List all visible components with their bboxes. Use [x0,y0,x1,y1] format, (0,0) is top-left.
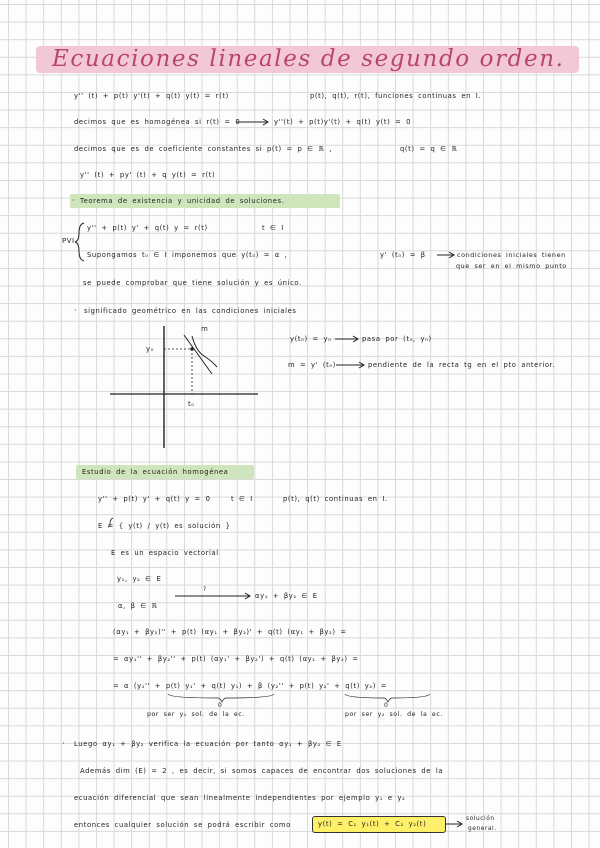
alpha-beta-real: α, β ∈ ℝ [118,602,158,610]
tangent-line [184,335,212,374]
conclusion-line: Luego αy₁ + βy₂ verifica la ecuación por tanto αy₁ + βy₂ ∈ E [74,740,342,748]
expansion-line-3: = α (y₁'' + p(t) y₁' + q(t) y₁) + β (y₂'' + p(t) y₂' + q(t) y₂) = [113,682,388,690]
arrow-slope [336,362,364,368]
bullet: · [74,306,77,315]
underbrace-y1 [168,694,274,702]
existence-statement: se puede comprobar que tiene solución y es único. [83,279,302,287]
constant-coefficients-definition: decimos que es de coeficiente constantes si p(t) = p ∈ ℝ , [74,145,332,153]
general-solution-formula: y(t) = C₁ y₁(t) + C₂ y₂(t) [318,820,427,828]
bullet: · [72,196,75,205]
arrow-general-solution [446,821,462,827]
y2-solution-note: por ser y₂ sol. de la ec. [345,711,443,718]
pvi-initial-condition-2: y' (t₀) = β [380,251,426,259]
graph-m-label: m [201,325,209,333]
arrow-homogeneous [236,119,268,125]
constant-coefficients-equation: y'' (t) + py' (t) + q y(t) = r(t) [80,171,216,179]
continuity-condition: p(t), q(t), r(t), funciones continuas en I. [310,92,482,100]
graph-t0-label: t₀ [188,400,195,408]
homogeneous-equation-study: y'' + p(t) y' + q(t) y = 0 [98,495,211,503]
homogeneous-definition: decimos que es homogénea si r(t) = 0 [74,118,241,126]
y1-solution-note: por ser y₁ sol. de la ec. [147,711,245,718]
arrow-point [335,336,358,342]
y1-y2-in-E: y₁, y₂ ∈ E [117,575,162,583]
theorem-heading: Teorema de existencia y unicidad de soluciones. [80,197,285,205]
pvi-domain: t ∈ I [262,224,284,232]
linear-combination-in-E: αy₁ + βy₂ ∈ E [255,592,318,600]
pvi-brace [75,223,84,261]
underbrace-y2 [345,694,430,702]
expansion-line-1: (αy₁ + βy₂)'' + p(t) (αy₁ + βy₂)' + q(t) (αy₁ + βy₂) = [113,628,347,636]
arrow-initial-conditions [437,252,454,258]
tangent-graph [110,326,258,448]
question-mark: ? [203,586,207,593]
homogeneous-study-heading: Estudio de la ecuación homogénea [82,468,229,476]
bullet: · [62,739,65,748]
graph-y0-label: y₀ [146,345,154,353]
pvi-label: PVI [62,237,75,245]
expansion-line-2: = αy₁'' + βy₂'' + p(t) (αy₁' + βy₂') + q(t) (αy₁ + βy₂) = [113,655,359,663]
zero-mark-1: 0 [218,702,223,709]
slope-description: pendiente de la recta tg en el pto anterior. [368,361,556,369]
initial-conditions-note-1: condiciones iniciales tienen [457,251,566,259]
pvi-equation: y'' + p(t) y' + q(t) y = r(t) [87,224,208,232]
geometric-meaning-heading: significado geométrico en las condiciones iniciales [84,307,297,315]
vector-space-statement: E es un espacio vectorial [111,549,219,557]
E-brace-left [108,518,113,527]
slope-condition: m = y' (t₀) [288,361,336,369]
general-solution-intro: entonces cualquier solución se podrá escribir como [74,821,291,829]
independence-statement: ecuación diferencial que sean linealmente independientes por ejemplo y₁ e y₂ [74,794,406,802]
general-equation: y'' (t) + p(t) y'(t) + q(t) y(t) = r(t) [74,92,229,100]
point-condition: y(t₀) = y₀ [290,335,332,343]
point-description: pasa por (t₀, y₀) [362,335,432,343]
homogeneous-continuity: p(t), q(t) continuas en I. [283,495,388,503]
page-title: Ecuaciones lineales de segundo orden. [36,46,579,73]
initial-conditions-note-2: que ser en el mismo punto [456,262,567,270]
homogeneous-domain: t ∈ I [231,495,253,503]
solution-space-definition: E = { y(t) / y(t) es solución } [98,522,231,530]
constant-coefficient-q: q(t) = q ∈ ℝ [400,145,458,153]
tangent-point [191,348,193,350]
zero-mark-2: 0 [384,702,389,709]
arrow-combination [175,593,250,599]
general-solution-label-2: general. [468,826,497,832]
pvi-initial-condition-1: Supongamos t₀ ∈ I imponemos que y(t₀) = α , [87,251,288,259]
homogeneous-equation: y''(t) + p(t)y'(t) + q(t) y(t) = 0 [274,118,412,126]
dimension-statement: Además dim (E) = 2 , es decir, si somos capaces de encontrar dos soluciones de la [80,767,444,775]
general-solution-label-1: solución [466,816,495,822]
